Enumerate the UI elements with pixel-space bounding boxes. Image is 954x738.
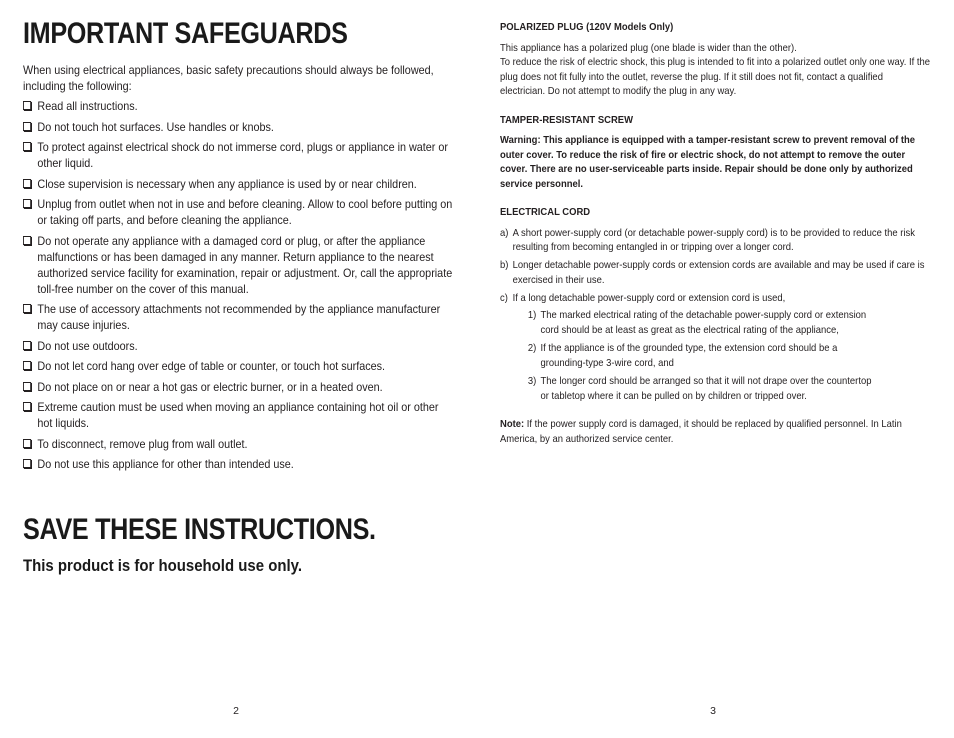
safeguard-item	[23, 119, 455, 135]
safeguard-text: Do not let cord hang over edge of table or counter, or touch hot surfaces.	[37, 359, 386, 373]
polarized-plug-heading: POLARIZED PLUG (120V Models Only)	[500, 21, 674, 33]
page-number: 2	[233, 705, 239, 717]
cord-item-text: If a long detachable power-supply cord or extension cord is used,	[512, 291, 786, 304]
checkbox-icon	[23, 236, 31, 245]
safeguard-item	[23, 139, 455, 171]
checkbox-icon	[23, 361, 31, 370]
safeguard-item	[23, 176, 455, 192]
cord-item	[500, 258, 930, 287]
save-instructions-title: SAVE THESE INSTRUCTIONS.	[23, 513, 376, 546]
cord-item	[500, 226, 930, 255]
checkbox-icon	[23, 142, 31, 151]
tamper-screw-heading: TAMPER-RESISTANT SCREW	[500, 113, 634, 126]
cord-subitem-text: The marked electrical rating of the detachable power-supply cord or extension cord should be at least as great as the electrical rating of the appliance,	[540, 309, 867, 336]
note-text: If the power supply cord is damaged, it should be replaced by qualified personnel. In Latin America, by an authorized service center.	[500, 418, 902, 445]
list-marker: a)	[500, 226, 509, 239]
checkbox-icon	[23, 382, 31, 391]
safeguard-item	[23, 358, 455, 374]
checkbox-icon	[23, 341, 31, 350]
cord-item-text: A short power-supply cord (or detachable power-supply cord) is to be provided to reduce the risk resulting from becoming entangled in or tripping over a longer cord.	[512, 226, 915, 253]
cord-item	[500, 291, 930, 404]
cord-subitem-text: If the appliance is of the grounded type, the extension cord should be a grounding-type 3-wire cord, and	[540, 342, 838, 369]
safeguard-text: Close supervision is necessary when any appliance is used by or near children.	[37, 176, 417, 191]
cord-subitem	[513, 308, 874, 337]
tamper-screw-warning: Warning: This appliance is equipped with a tamper-resistant screw to prevent removal of the outer cover. To reduce the risk of fire or electric shock, do not attempt to remove the outer cover. There are no user-serviceable parts inside. Repair should be done only by authorized service personnel.	[500, 134, 916, 190]
checkbox-icon	[23, 402, 31, 411]
polarized-plug-text: This appliance has a polarized plug (one blade is wider than the other).	[500, 41, 797, 54]
cord-subitem	[513, 341, 874, 370]
note-label: Note:	[500, 418, 525, 430]
safeguard-text: Do not touch hot surfaces. Use handles or knobs.	[37, 119, 274, 134]
polarized-plug-section	[500, 20, 930, 99]
safeguard-text: Do not place on or near a hot gas or electric burner, or in a heated oven.	[37, 379, 383, 394]
list-marker: 3)	[527, 375, 537, 387]
list-marker: b)	[500, 259, 509, 271]
checkbox-icon	[23, 459, 31, 468]
safeguard-item	[23, 379, 455, 395]
cord-sublist	[513, 308, 931, 403]
safeguard-text: Do not operate any appliance with a damaged cord or plug, or after the appliance malfunctions or has been damaged in any manner. Return appliance to the nearest authorized service facility for examination, repair or adjustment. Or, call the appropriate toll-free number on the cover of this manual.	[37, 233, 453, 296]
list-marker: 1)	[527, 309, 537, 321]
list-marker: 2)	[527, 342, 537, 354]
cord-subitem	[513, 374, 874, 403]
cord-note	[500, 417, 930, 446]
cord-item-text: Longer detachable power-supply cords or extension cords are available and may be used if care is exercised in their use.	[512, 259, 925, 286]
checkbox-icon	[23, 199, 31, 208]
safeguard-item	[23, 196, 455, 228]
checkbox-icon	[23, 304, 31, 313]
safeguard-text: The use of accessory attachments not recommended by the appliance manufacturer may cause injuries.	[37, 302, 441, 332]
safeguard-text: Unplug from outlet when not in use and before cleaning. Allow to cool before putting on or taking off parts, and before cleaning the appliance.	[37, 197, 453, 227]
right-column	[500, 20, 930, 446]
safeguard-text: Extreme caution must be used when moving an appliance containing hot oil or other hot liquids.	[37, 400, 439, 430]
household-use-note: This product is for household use only.	[23, 556, 303, 575]
checkbox-icon	[23, 122, 31, 131]
safety-intro: When using electrical appliances, basic safety precautions should always be followed, including the following:	[23, 63, 434, 93]
page-number: 3	[710, 705, 716, 717]
checkbox-icon	[23, 101, 31, 110]
safeguard-item	[23, 98, 455, 114]
safeguard-item	[23, 301, 455, 333]
cord-subitem-text: The longer cord should be arranged so that it will not drape over the countertop or tabletop where it can be pulled on by children or tripped over.	[540, 375, 872, 402]
cord-list	[500, 226, 930, 404]
safeguard-item	[23, 436, 455, 452]
polarized-plug-text: To reduce the risk of electric shock, this plug is intended to fit into a polarized outlet only one way. If the plug does not fit fully into the outlet, reverse the plug. If it still does not fit, contact a qualified electrician. Do not attempt to modify the plug in any way.	[500, 56, 931, 97]
safeguard-text: Do not use outdoors.	[37, 338, 138, 353]
safeguard-text: Do not use this appliance for other than intended use.	[37, 457, 294, 471]
electrical-cord-heading: ELECTRICAL CORD	[500, 206, 591, 218]
right-page	[477, 0, 954, 738]
safeguard-list	[23, 98, 455, 477]
tamper-screw-section	[500, 113, 930, 192]
checkbox-icon	[23, 439, 31, 448]
safeguard-item	[23, 338, 455, 354]
important-safeguards-title: IMPORTANT SAFEGUARDS	[23, 17, 348, 50]
safeguard-item	[23, 456, 455, 472]
safeguard-text: Read all instructions.	[37, 99, 138, 113]
safeguard-text: To protect against electrical shock do not immerse cord, plugs or appliance in water or other liquid.	[37, 140, 449, 170]
checkbox-icon	[23, 179, 31, 188]
electrical-cord-section	[500, 205, 930, 403]
safeguard-text: To disconnect, remove plug from wall outlet.	[37, 436, 248, 451]
list-marker: c)	[500, 291, 508, 304]
safeguard-item	[23, 233, 455, 297]
safeguard-item	[23, 399, 455, 431]
